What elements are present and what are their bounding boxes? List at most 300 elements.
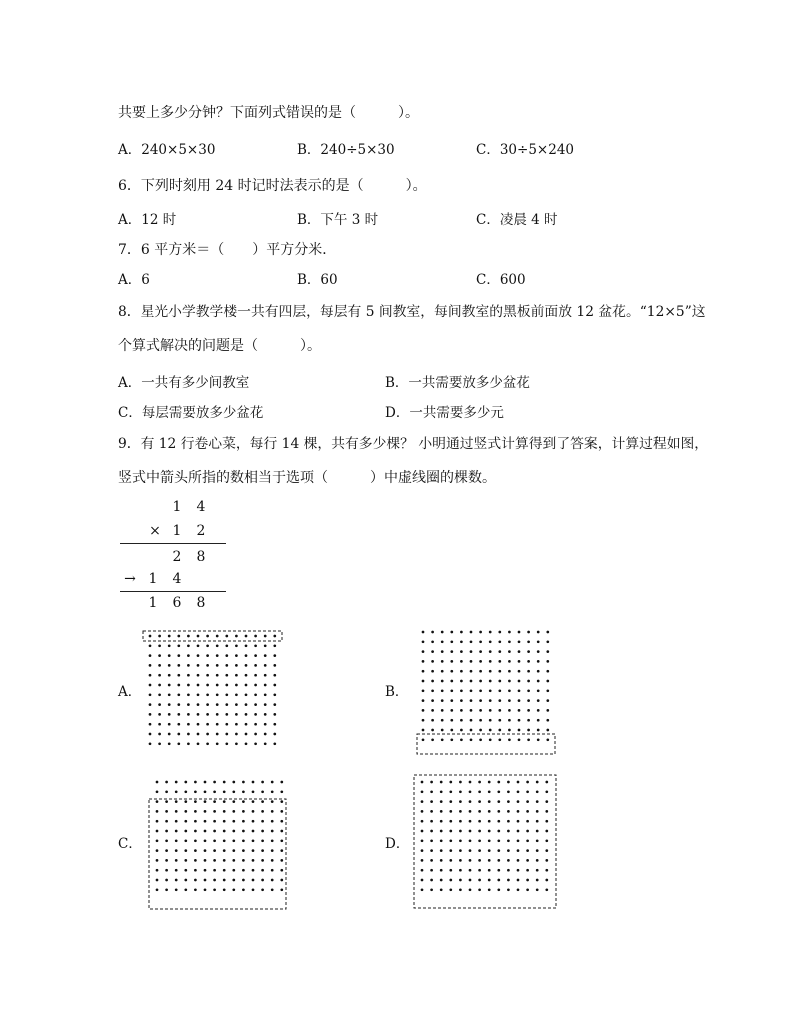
dot: [421, 879, 424, 882]
dot: [421, 781, 424, 784]
dot: [450, 631, 453, 634]
dot: [225, 733, 228, 736]
q8-option-a: [118, 374, 249, 392]
dot: [508, 640, 511, 643]
dot: [254, 713, 257, 716]
vertical-multiplication: [118, 498, 238, 614]
dashed-selection-box: [143, 631, 282, 641]
q7-option-a: [118, 271, 150, 289]
dot: [206, 635, 209, 638]
q8-stem-line2: 个算式解决的问题是（ ）。: [118, 338, 321, 354]
dot: [449, 888, 452, 891]
dot: [204, 820, 207, 823]
dot: [232, 820, 235, 823]
option-text: 凌晨 4 时: [499, 212, 558, 228]
dot: [216, 733, 219, 736]
dot: [225, 635, 228, 638]
dot: [184, 849, 187, 852]
dot: [156, 830, 159, 833]
dot: [177, 733, 180, 736]
dot: [242, 869, 245, 872]
dot: [264, 693, 267, 696]
dot: [536, 888, 539, 891]
dot: [175, 781, 178, 784]
dot: [216, 742, 219, 745]
dot: [536, 879, 539, 882]
dot: [470, 680, 473, 683]
dot: [488, 888, 491, 891]
dot: [469, 790, 472, 793]
dot: [177, 684, 180, 687]
q5-option-c: [476, 141, 574, 159]
q9-stem-line2: 竖式中箭头所指的数相当于选项（ ）中虚线圈的棵数。: [118, 470, 496, 486]
dot: [498, 631, 501, 634]
dot: [245, 644, 248, 647]
digit: 2: [196, 523, 206, 539]
option-text: 每层需要放多少盆花: [141, 405, 264, 421]
dot: [440, 830, 443, 833]
dot: [158, 703, 161, 706]
dot: [470, 719, 473, 722]
dot: [489, 719, 492, 722]
dot: [223, 810, 226, 813]
dot: [184, 879, 187, 882]
dot: [184, 790, 187, 793]
dot: [252, 781, 255, 784]
dot: [450, 650, 453, 653]
dot: [460, 699, 463, 702]
dot: [422, 689, 425, 692]
option-text: 240÷5×30: [320, 142, 395, 158]
dot: [470, 689, 473, 692]
dot: [498, 650, 501, 653]
dot: [271, 888, 274, 891]
dot: [175, 869, 178, 872]
dot: [187, 674, 190, 677]
dot: [194, 859, 197, 862]
dot: [459, 869, 462, 872]
dot: [488, 849, 491, 852]
dot: [518, 699, 521, 702]
dot: [245, 674, 248, 677]
dot: [213, 888, 216, 891]
dot: [197, 644, 200, 647]
dot: [206, 693, 209, 696]
dot: [261, 781, 264, 784]
dot: [204, 879, 207, 882]
dot: [527, 631, 530, 634]
dot: [489, 660, 492, 663]
dot: [252, 790, 255, 793]
option-letter: C．: [476, 142, 500, 158]
dot: [460, 719, 463, 722]
dot: [431, 631, 434, 634]
dot-grid-b-svg: [412, 626, 562, 760]
dot: [440, 859, 443, 862]
dot: [441, 699, 444, 702]
dot: [546, 631, 549, 634]
option-letter: D．: [385, 405, 410, 421]
dot: [225, 654, 228, 657]
dot: [450, 719, 453, 722]
dot: [245, 713, 248, 716]
dot: [213, 830, 216, 833]
dot: [507, 879, 510, 882]
dot: [216, 684, 219, 687]
dot: [440, 810, 443, 813]
dot: [254, 674, 257, 677]
option-letter: B．: [297, 142, 321, 158]
dot: [245, 742, 248, 745]
dot: [450, 709, 453, 712]
dot: [546, 699, 549, 702]
dot: [261, 830, 264, 833]
dot: [158, 664, 161, 667]
dot: [232, 888, 235, 891]
dot: [252, 888, 255, 891]
dot: [508, 660, 511, 663]
dot: [460, 738, 463, 741]
dashed-selection-box: [417, 734, 555, 754]
dot: [187, 664, 190, 667]
calc-divider: [120, 591, 226, 592]
dot: [225, 723, 228, 726]
dot: [497, 879, 500, 882]
dot: [280, 839, 283, 842]
dot: [545, 790, 548, 793]
digit: 2: [172, 549, 182, 565]
option-text: 12 时: [141, 212, 177, 228]
dot: [216, 635, 219, 638]
dot: [546, 729, 549, 732]
dot: [507, 781, 510, 784]
dot: [271, 781, 274, 784]
dot: [545, 869, 548, 872]
dot: [421, 888, 424, 891]
dot: [536, 781, 539, 784]
dot: [498, 729, 501, 732]
dot: [536, 800, 539, 803]
dot: [187, 713, 190, 716]
dot: [271, 859, 274, 862]
dot: [156, 859, 159, 862]
dot: [527, 650, 530, 653]
dot: [497, 859, 500, 862]
dot: [479, 660, 482, 663]
dot: [431, 660, 434, 663]
dot: [242, 810, 245, 813]
dot-grid-d-svg: [410, 774, 562, 912]
dot: [194, 849, 197, 852]
dot: [440, 790, 443, 793]
dot-grid-a-svg: [140, 626, 290, 756]
dot: [156, 810, 159, 813]
dot: [508, 709, 511, 712]
dot: [422, 631, 425, 634]
dot: [479, 699, 482, 702]
dot: [469, 781, 472, 784]
dot: [469, 869, 472, 872]
dot: [421, 839, 424, 842]
dot: [545, 888, 548, 891]
dot: [527, 729, 530, 732]
dot: [213, 859, 216, 862]
dot: [204, 790, 207, 793]
dot: [223, 869, 226, 872]
q7-option-c: [476, 271, 526, 289]
dot: [450, 670, 453, 673]
dot: [537, 631, 540, 634]
dot: [177, 742, 180, 745]
dot: [149, 664, 152, 667]
dot: [517, 869, 520, 872]
dot: [204, 810, 207, 813]
dot: [450, 729, 453, 732]
dot: [194, 810, 197, 813]
dot: [479, 738, 482, 741]
dot: [421, 849, 424, 852]
dot: [537, 709, 540, 712]
dot: [545, 859, 548, 862]
dot: [223, 820, 226, 823]
dot: [518, 680, 521, 683]
dot: [225, 644, 228, 647]
dot: [261, 879, 264, 882]
dot: [479, 631, 482, 634]
dot: [242, 839, 245, 842]
dot: [422, 640, 425, 643]
dot: [459, 859, 462, 862]
q8-option-b: [385, 374, 530, 392]
dot: [187, 644, 190, 647]
dot: [545, 781, 548, 784]
option-text: 600: [499, 272, 526, 288]
dot: [459, 781, 462, 784]
dot: [177, 635, 180, 638]
dot: [441, 709, 444, 712]
dot: [470, 670, 473, 673]
dot: [204, 869, 207, 872]
dot: [213, 839, 216, 842]
dot: [545, 830, 548, 833]
dot: [469, 859, 472, 862]
dot: [235, 664, 238, 667]
digit: 8: [196, 549, 206, 565]
dot: [223, 790, 226, 793]
dot: [507, 888, 510, 891]
dot: [197, 713, 200, 716]
option-text: 60: [320, 272, 338, 288]
dot: [213, 790, 216, 793]
dot: [204, 839, 207, 842]
dot: [156, 888, 159, 891]
dot: [216, 703, 219, 706]
option-text: 一共需要放多少盆花: [408, 375, 530, 391]
dot: [225, 674, 228, 677]
dot-grid-a: [140, 626, 290, 756]
digit: 8: [196, 595, 206, 611]
dot: [261, 810, 264, 813]
dot: [498, 640, 501, 643]
option-letter: B．: [297, 212, 321, 228]
dot: [252, 820, 255, 823]
dot: [470, 640, 473, 643]
dot: [213, 810, 216, 813]
dot: [165, 790, 168, 793]
option-letter: C．: [476, 272, 500, 288]
dot: [518, 719, 521, 722]
dot: [235, 635, 238, 638]
dot: [177, 644, 180, 647]
dot: [242, 888, 245, 891]
dashed-selection-box: [149, 799, 286, 909]
dot: [223, 839, 226, 842]
dot: [245, 733, 248, 736]
dot: [526, 859, 529, 862]
dot: [508, 719, 511, 722]
dot: [232, 849, 235, 852]
dot: [526, 888, 529, 891]
dot: [216, 723, 219, 726]
dot: [280, 800, 283, 803]
dot: [273, 742, 276, 745]
dot: [254, 733, 257, 736]
dot: [440, 820, 443, 823]
option-text: 一共有多少间教室: [141, 375, 250, 391]
dot: [197, 684, 200, 687]
dot: [264, 644, 267, 647]
dot: [223, 859, 226, 862]
dot: [470, 699, 473, 702]
dot: [497, 800, 500, 803]
dot: [517, 839, 520, 842]
dot: [273, 654, 276, 657]
dot: [460, 670, 463, 673]
dot: [252, 839, 255, 842]
dot: [271, 839, 274, 842]
dot: [507, 859, 510, 862]
dot: [507, 869, 510, 872]
dot: [197, 674, 200, 677]
dot: [261, 859, 264, 862]
dot: [517, 781, 520, 784]
q9-option-b-label: B．: [385, 684, 409, 700]
dot: [497, 869, 500, 872]
dot: [497, 790, 500, 793]
dot: [517, 820, 520, 823]
dot: [252, 810, 255, 813]
dot: [264, 713, 267, 716]
dot: [280, 781, 283, 784]
q9-option-d-label: D．: [385, 836, 410, 852]
dot: [497, 820, 500, 823]
dot: [273, 644, 276, 647]
dot: [517, 790, 520, 793]
dot: [242, 879, 245, 882]
dot: [545, 800, 548, 803]
dot: [216, 654, 219, 657]
dot: [273, 693, 276, 696]
dot: [431, 680, 434, 683]
dot: [459, 790, 462, 793]
dot: [545, 839, 548, 842]
dot: [225, 684, 228, 687]
dot: [508, 699, 511, 702]
dot: [158, 654, 161, 657]
dot: [264, 635, 267, 638]
dot: [223, 888, 226, 891]
dot: [440, 888, 443, 891]
dot: [508, 650, 511, 653]
dot: [430, 781, 433, 784]
dot: [507, 849, 510, 852]
dot: [508, 738, 511, 741]
dot: [537, 689, 540, 692]
q5-option-a: [118, 141, 215, 159]
dot: [421, 810, 424, 813]
dot: [165, 849, 168, 852]
dot: [431, 670, 434, 673]
dot: [518, 650, 521, 653]
dot: [422, 699, 425, 702]
dot: [441, 660, 444, 663]
calc-divider: [120, 543, 226, 544]
option-letter: C．: [476, 212, 500, 228]
dot: [518, 631, 521, 634]
dot: [254, 684, 257, 687]
dot: [488, 781, 491, 784]
dot: [460, 631, 463, 634]
option-text: 下午 3 时: [320, 212, 379, 228]
dot: [489, 738, 492, 741]
dot: [488, 810, 491, 813]
dot: [488, 879, 491, 882]
dot: [497, 810, 500, 813]
dot: [517, 859, 520, 862]
dot: [158, 723, 161, 726]
dot: [232, 879, 235, 882]
dot: [232, 800, 235, 803]
dot: [184, 781, 187, 784]
dot: [526, 879, 529, 882]
dot: [449, 820, 452, 823]
dot: [459, 888, 462, 891]
dot: [507, 790, 510, 793]
dot: [168, 713, 171, 716]
dot: [489, 670, 492, 673]
dot: [449, 839, 452, 842]
dot: [441, 640, 444, 643]
dot: [158, 693, 161, 696]
dot: [187, 733, 190, 736]
dot: [479, 709, 482, 712]
dot: [242, 859, 245, 862]
dot: [223, 879, 226, 882]
q6-option-a: [118, 211, 176, 229]
dot: [478, 800, 481, 803]
dot: [449, 830, 452, 833]
dot: [149, 654, 152, 657]
dot: [252, 859, 255, 862]
dot: [517, 830, 520, 833]
dot: [242, 781, 245, 784]
dot: [459, 810, 462, 813]
dot: [497, 830, 500, 833]
dot: [245, 635, 248, 638]
dot: [545, 849, 548, 852]
dot: [421, 790, 424, 793]
dot: [187, 742, 190, 745]
